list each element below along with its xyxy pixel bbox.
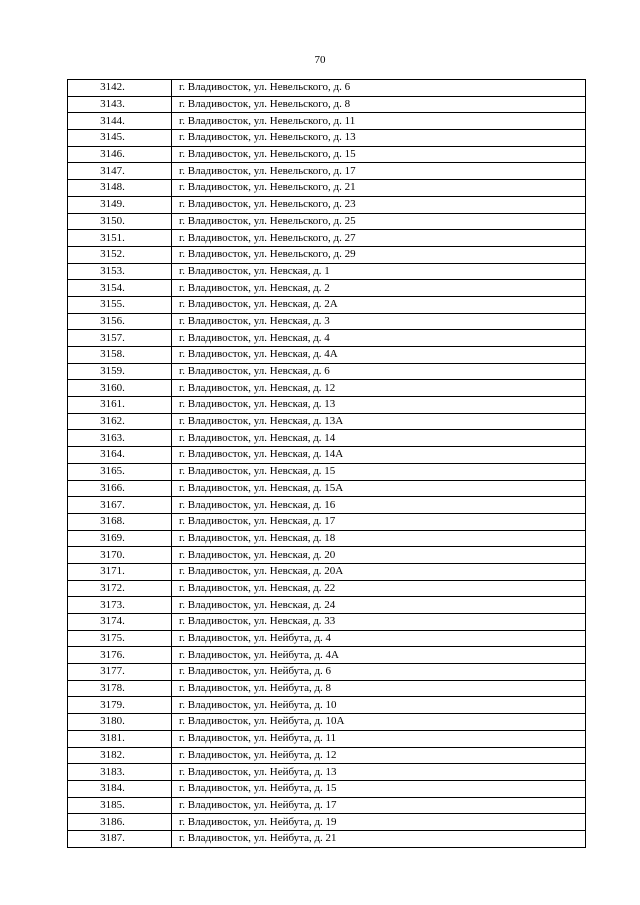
table-row: [68, 597, 586, 614]
table-row: [68, 163, 586, 180]
table-row: [68, 563, 586, 580]
address-cell: г. Владивосток, ул. Невельского, д. 17: [172, 163, 586, 180]
address-table: [67, 79, 586, 848]
address-cell: г. Владивосток, ул. Невская, д. 2: [172, 280, 586, 297]
table-row: [68, 714, 586, 731]
address-cell: г. Владивосток, ул. Невская, д. 3: [172, 313, 586, 330]
table-row: [68, 830, 586, 847]
row-number-cell: 3161.: [68, 397, 172, 414]
table-row: [68, 380, 586, 397]
table-row: [68, 480, 586, 497]
address-cell: г. Владивосток, ул. Нейбута, д. 13: [172, 764, 586, 781]
address-cell: г. Владивосток, ул. Невельского, д. 29: [172, 246, 586, 263]
table-row: [68, 680, 586, 697]
address-cell: г. Владивосток, ул. Невская, д. 14: [172, 430, 586, 447]
row-number-cell: 3146.: [68, 146, 172, 163]
address-cell: г. Владивосток, ул. Нейбута, д. 4А: [172, 647, 586, 664]
row-number-cell: 3169.: [68, 530, 172, 547]
address-cell: г. Владивосток, ул. Нейбута, д. 11: [172, 730, 586, 747]
table-row: [68, 764, 586, 781]
row-number-cell: 3173.: [68, 597, 172, 614]
address-cell: г. Владивосток, ул. Невельского, д. 15: [172, 146, 586, 163]
row-number-cell: 3150.: [68, 213, 172, 230]
table-row: [68, 347, 586, 364]
row-number-cell: 3156.: [68, 313, 172, 330]
address-cell: г. Владивосток, ул. Невская, д. 2А: [172, 296, 586, 313]
table-row: [68, 513, 586, 530]
address-cell: г. Владивосток, ул. Нейбута, д. 15: [172, 780, 586, 797]
row-number-cell: 3186.: [68, 814, 172, 831]
table-row: [68, 130, 586, 147]
row-number-cell: 3142.: [68, 80, 172, 97]
row-number-cell: 3153.: [68, 263, 172, 280]
address-cell: г. Владивосток, ул. Невская, д. 15А: [172, 480, 586, 497]
address-cell: г. Владивосток, ул. Нейбута, д. 6: [172, 664, 586, 681]
address-cell: г. Владивосток, ул. Нейбута, д. 10: [172, 697, 586, 714]
row-number-cell: 3145.: [68, 130, 172, 147]
row-number-cell: 3183.: [68, 764, 172, 781]
row-number-cell: 3152.: [68, 246, 172, 263]
address-cell: г. Владивосток, ул. Невская, д. 14А: [172, 447, 586, 464]
address-cell: г. Владивосток, ул. Невская, д. 17: [172, 513, 586, 530]
address-cell: г. Владивосток, ул. Невельского, д. 13: [172, 130, 586, 147]
row-number-cell: 3154.: [68, 280, 172, 297]
address-cell: г. Владивосток, ул. Невская, д. 20: [172, 547, 586, 564]
table-row: [68, 80, 586, 97]
address-cell: г. Владивосток, ул. Нейбута, д. 12: [172, 747, 586, 764]
row-number-cell: 3164.: [68, 447, 172, 464]
row-number-cell: 3159.: [68, 363, 172, 380]
address-cell: г. Владивосток, ул. Невская, д. 6: [172, 363, 586, 380]
row-number-cell: 3157.: [68, 330, 172, 347]
table-row: [68, 497, 586, 514]
row-number-cell: 3178.: [68, 680, 172, 697]
table-row: [68, 780, 586, 797]
row-number-cell: 3166.: [68, 480, 172, 497]
address-cell: г. Владивосток, ул. Невская, д. 1: [172, 263, 586, 280]
row-number-cell: 3165.: [68, 463, 172, 480]
address-cell: г. Владивосток, ул. Невельского, д. 27: [172, 230, 586, 247]
row-number-cell: 3180.: [68, 714, 172, 731]
row-number-cell: 3144.: [68, 113, 172, 130]
table-row: [68, 246, 586, 263]
address-cell: г. Владивосток, ул. Невская, д. 22: [172, 580, 586, 597]
table-row: [68, 413, 586, 430]
table-row: [68, 463, 586, 480]
address-cell: г. Владивосток, ул. Невельского, д. 8: [172, 96, 586, 113]
address-cell: г. Владивосток, ул. Невская, д. 13А: [172, 413, 586, 430]
row-number-cell: 3182.: [68, 747, 172, 764]
table-row: [68, 547, 586, 564]
row-number-cell: 3179.: [68, 697, 172, 714]
table-row: [68, 146, 586, 163]
table-row: [68, 397, 586, 414]
row-number-cell: 3187.: [68, 830, 172, 847]
address-cell: г. Владивосток, ул. Невельского, д. 21: [172, 180, 586, 197]
row-number-cell: 3172.: [68, 580, 172, 597]
table-row: [68, 747, 586, 764]
address-cell: г. Владивосток, ул. Невская, д. 24: [172, 597, 586, 614]
table-row: [68, 213, 586, 230]
table-row: [68, 530, 586, 547]
table-row: [68, 814, 586, 831]
table-row: [68, 697, 586, 714]
table-row: [68, 330, 586, 347]
table-row: [68, 313, 586, 330]
address-cell: г. Владивосток, ул. Невская, д. 12: [172, 380, 586, 397]
row-number-cell: 3168.: [68, 513, 172, 530]
page-number: 70: [314, 54, 326, 66]
address-cell: г. Владивосток, ул. Невельского, д. 23: [172, 196, 586, 213]
table-row: [68, 580, 586, 597]
row-number-cell: 3170.: [68, 547, 172, 564]
row-number-cell: 3185.: [68, 797, 172, 814]
table-row: [68, 647, 586, 664]
address-cell: г. Владивосток, ул. Невская, д. 16: [172, 497, 586, 514]
table-row: [68, 96, 586, 113]
row-number-cell: 3148.: [68, 180, 172, 197]
address-cell: г. Владивосток, ул. Невская, д. 20А: [172, 563, 586, 580]
address-cell: г. Владивосток, ул. Нейбута, д. 8: [172, 680, 586, 697]
address-cell: г. Владивосток, ул. Невельского, д. 6: [172, 80, 586, 97]
table-row: [68, 296, 586, 313]
table-row: [68, 363, 586, 380]
table-row: [68, 797, 586, 814]
table-row: [68, 263, 586, 280]
address-cell: г. Владивосток, ул. Невельского, д. 11: [172, 113, 586, 130]
table-row: [68, 430, 586, 447]
table-row: [68, 280, 586, 297]
address-cell: г. Владивосток, ул. Нейбута, д. 10А: [172, 714, 586, 731]
row-number-cell: 3158.: [68, 347, 172, 364]
row-number-cell: 3147.: [68, 163, 172, 180]
row-number-cell: 3176.: [68, 647, 172, 664]
row-number-cell: 3167.: [68, 497, 172, 514]
table-row: [68, 447, 586, 464]
row-number-cell: 3171.: [68, 563, 172, 580]
address-cell: г. Владивосток, ул. Невская, д. 4А: [172, 347, 586, 364]
table-row: [68, 180, 586, 197]
address-cell: г. Владивосток, ул. Невская, д. 4: [172, 330, 586, 347]
table-row: [68, 614, 586, 631]
row-number-cell: 3181.: [68, 730, 172, 747]
table-row: [68, 630, 586, 647]
address-cell: г. Владивосток, ул. Невельского, д. 25: [172, 213, 586, 230]
address-cell: г. Владивосток, ул. Нейбута, д. 4: [172, 630, 586, 647]
row-number-cell: 3143.: [68, 96, 172, 113]
row-number-cell: 3155.: [68, 296, 172, 313]
table-row: [68, 664, 586, 681]
address-cell: г. Владивосток, ул. Невская, д. 18: [172, 530, 586, 547]
row-number-cell: 3160.: [68, 380, 172, 397]
table-row: [68, 230, 586, 247]
row-number-cell: 3151.: [68, 230, 172, 247]
table-row: [68, 113, 586, 130]
address-cell: г. Владивосток, ул. Нейбута, д. 17: [172, 797, 586, 814]
address-cell: г. Владивосток, ул. Невская, д. 13: [172, 397, 586, 414]
row-number-cell: 3162.: [68, 413, 172, 430]
address-cell: г. Владивосток, ул. Невская, д. 33: [172, 614, 586, 631]
row-number-cell: 3177.: [68, 664, 172, 681]
row-number-cell: 3163.: [68, 430, 172, 447]
address-cell: г. Владивосток, ул. Нейбута, д. 19: [172, 814, 586, 831]
address-table-body: [68, 80, 586, 848]
row-number-cell: 3184.: [68, 780, 172, 797]
address-cell: г. Владивосток, ул. Невская, д. 15: [172, 463, 586, 480]
row-number-cell: 3149.: [68, 196, 172, 213]
table-row: [68, 730, 586, 747]
row-number-cell: 3174.: [68, 614, 172, 631]
table-row: [68, 196, 586, 213]
row-number-cell: 3175.: [68, 630, 172, 647]
address-cell: г. Владивосток, ул. Нейбута, д. 21: [172, 830, 586, 847]
